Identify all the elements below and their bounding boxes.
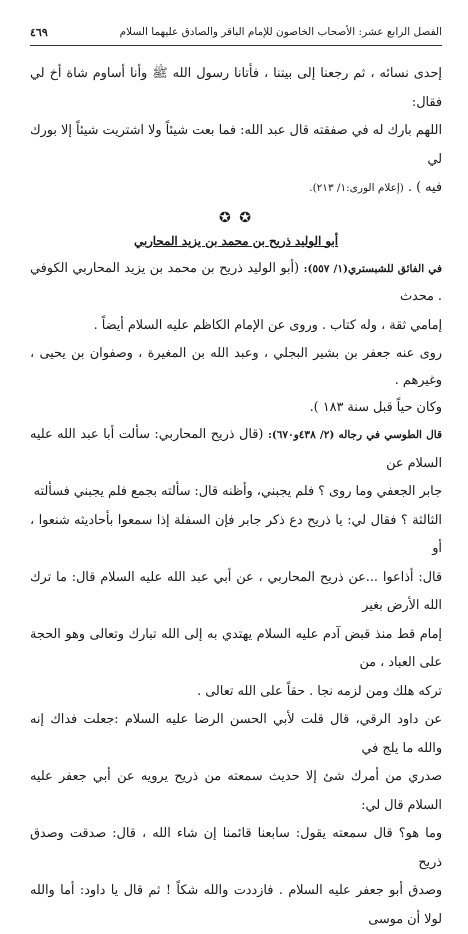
text-line: روى عنه جعفر بن بشير البجلي ، وعبد الله بن المغيرة ، وصفوان بن يحيى ، وغيرهم . (30, 346, 442, 388)
text-line: وما هو؟ قال سمعته يقول: سابعنا قائمنا إن شاء الله ، قال: صدقت وصدق ذريح (30, 826, 442, 870)
text-fragment: (قال ذريح المحاربي: سألت أبا عبد الله عليه السلام عن (30, 427, 442, 471)
text-line: وكان حياً قبل سنة ١٨٣ ). (309, 400, 442, 415)
text-line: إمامي ثقة ، وله كتاب . وروى عن الإمام الكاظم عليه السلام أيضاً . (93, 317, 442, 333)
text-line: إمام قط منذ قبض آدم عليه السلام يهتدي به إلى الله تبارك وتعالى وهو الحجة على العباد ، من (30, 626, 442, 670)
text-line: إحدى نسائه ، ثم رجعنا إلى بيتنا ، فأتانا رسول الله ﷺ وأنا أساوم شاة أخ لي فقال: (30, 66, 442, 110)
page-header (30, 22, 442, 42)
citation: (إعلام الورى:١/ ٢١٣). (309, 182, 404, 194)
text-line: جابر الجعفي وما روى ؟ فلم يجبني، وأظنه قال: سألته بجمع فلم يجبني فسألته (33, 484, 442, 499)
text-line (30, 255, 442, 312)
text-line: اللهم بارك له في صفقته قال عبد الله: فما بعت شيئاً ولا اشتريت شيئاً إلا بورك لي (30, 123, 442, 167)
text-line: عن داود الرقي، قال قلت لأبي الحسن الرضا عليه السلام :جعلت فداك إنه والله ما يلج في (30, 712, 442, 756)
text-line (30, 174, 442, 203)
page-body (30, 60, 442, 934)
section-title: أبو الوليد ذريح بن محمد بن يزيد المحاربي (133, 233, 339, 248)
text-line: صدري من أمرك شئ إلا حديث سمعته من ذريح يرويه عن أبي جعفر عليه السلام قال لي: (30, 769, 442, 813)
header-rule (30, 45, 442, 46)
text-fragment: (أبو الوليد ذريح بن محمد بن يزيد المحاربي الكوفي . محدث (30, 260, 442, 304)
text-line (30, 421, 442, 478)
running-title: الفصل الرابع عشر: الأصحاب الخاصون للإمام الباقر والصادق عليهما السلام (119, 26, 442, 38)
text-line: وصدق أبو جعفر عليه السلام . فازددت والله شكاً ! ثم قال يا داود: أما والله لولا أن موسى (30, 883, 442, 927)
text-line: تركه هلك ومن لزمه نجا . حقاً على الله تعالى . (197, 683, 442, 699)
text-line: الثالثة ؟ فقال لي: يا ذريح دع ذكر جابر فإن السفلة إذا سمعوا بأحاديثه شنعوا ، أو (30, 512, 442, 556)
text-line: قال: أذاعوا ...عن ذريح المحاربي ، عن أبي عبد الله عليه السلام قال: ما ترك الله الأرض بغير (30, 569, 442, 613)
page-number: ٤٦٩ (30, 25, 48, 39)
section-ornament: ✪ ✪ (219, 209, 253, 226)
source-citation: قال الطوسي في رجاله (٢/ ٤٣٨و٦٧٠): (267, 429, 442, 441)
text-fragment: فيه ) . (407, 180, 442, 195)
source-citation: في الفائق للشبستري(١/ ٥٥٧): (303, 262, 442, 275)
